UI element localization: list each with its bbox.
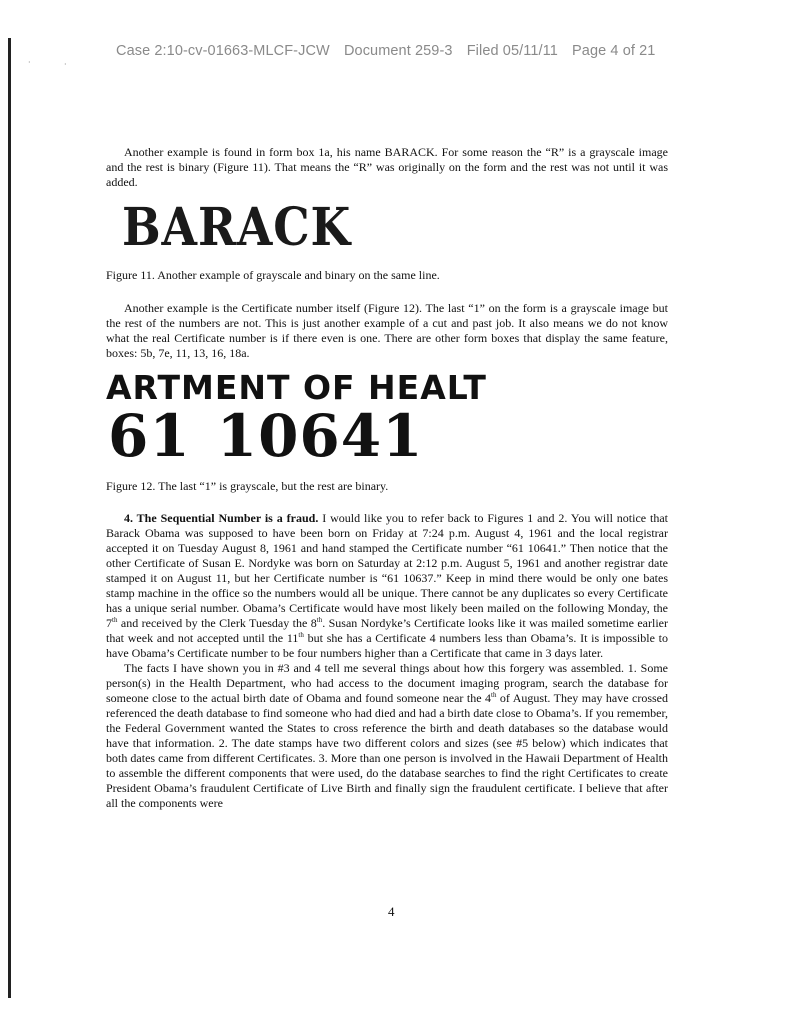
section-4-text: . Susan Nordyke’s Certificate looks like it was mailed sometime earlier that week and not accepted until the 11 <box>106 616 668 645</box>
paragraph-certificate-number <box>106 301 668 361</box>
cert-prefix: 61 <box>108 402 191 470</box>
cert-serial: 10641 <box>216 402 424 470</box>
figure-12-department-text: ARTMENT OF HEALT <box>106 368 487 407</box>
figure-12-image <box>106 368 487 470</box>
superscript: th <box>316 616 323 624</box>
paragraph-barack <box>106 145 668 190</box>
section-4-paragraph <box>106 511 668 661</box>
figure-12-certificate-number <box>108 402 424 470</box>
forgery-assembly-paragraph <box>106 661 668 811</box>
page-number: 4 <box>388 904 395 919</box>
superscript: th <box>298 631 304 639</box>
figure-12-caption: Figure 12. The last “1” is grayscale, but the rest are binary. <box>106 479 389 493</box>
superscript: th <box>491 691 497 699</box>
court-filing-header <box>116 43 665 59</box>
section-4-text: and received by the Clerk Tuesday the 8 <box>117 616 317 630</box>
page-indicator: Page 4 of 21 <box>572 43 656 59</box>
scan-edge-line <box>8 38 11 998</box>
section-4-text: but she has a Certificate 4 numbers less than Obama’s. It is impossible to have Obama’s Certificate number to be four numbers higher than a Certificate that came in 3 days later. <box>106 631 668 660</box>
document-number: Document 259-3 <box>343 43 453 59</box>
section-4-heading: 4. The Sequential Number is a fraud. <box>124 511 319 525</box>
figure-11-caption: Figure 11. Another example of grayscale and binary on the same line. <box>106 268 440 282</box>
paragraph-text: Another example is the Certificate number itself (Figure 12). The last “1” on the form is a grayscale image but the rest of the numbers are not. This is just another example of a cut and past job. It also means we do not know what the real Certificate number is if there even is one. There are other form boxes that display the same feature, boxes: 5b, 7e, 11, 13, 16, 18a. <box>106 301 668 360</box>
case-number: Case 2:10-cv-01663-MLCF-JCW <box>116 43 330 59</box>
scan-speck: · <box>28 58 31 67</box>
paragraph-text: The facts I have shown you in #3 and 4 tell me several things about how this forgery was assembled. 1. Some person(s) in the Health Department, who had access to the document imaging program, search the database for someone close to the actual birth date of Obama and found someone near the 4 <box>106 661 668 705</box>
section-4 <box>106 511 668 811</box>
figure-11-image: BARACK <box>122 197 352 258</box>
scan-speck: · <box>64 60 67 69</box>
filed-date: Filed 05/11/11 <box>466 43 558 59</box>
superscript: th <box>112 616 118 624</box>
paragraph-text: of August. They may have crossed referenced the death database to find someone who had died and had a birth date close to Obama’s. If you remember, the Federal Government wanted the States to cross reference the birth and death databases so the database would have that information. 2. The date stamps have two different colors and sizes (see #5 below) which indicates that both dates came from different Certificates. 3. More than one person is involved in the Hawaii Department of Health to assemble the different components that were used, do the database searches to find the right Certificates to create President Obama’s fraudulent Certificate of Live Birth and finally sign the fraudulent certificate. I believe that after all the components were <box>106 691 668 810</box>
section-4-text: I would like you to refer back to Figures 1 and 2. You will notice that Barack Obama was supposed to have been born on Friday at 7:24 p.m. August 4, 1961 and the local registrar accepted it on Tuesday August 8, 1961 and hand stamped the Certificate number “61 10641.” Then notice that the other Certificate of Susan E. Nordyke was born on Saturday at 2:12 p.m. August 5, 1961 and another registrar date stamped it on August 11, but her Certificate number is “61 10637.” Keep in mind there would be only one bates stamp machine in the office so the numbers would all be unique. There cannot be any duplicates so every Certificate has a unique serial number. Obama’s Certificate would have most likely been mailed on the following Monday, the 7 <box>106 511 669 630</box>
paragraph-text: Another example is found in form box 1a, his name BARACK. For some reason the “R” is a grayscale image and the rest is binary (Figure 11). That means the “R” was originally on the form and the rest was not until it was added. <box>106 145 668 189</box>
